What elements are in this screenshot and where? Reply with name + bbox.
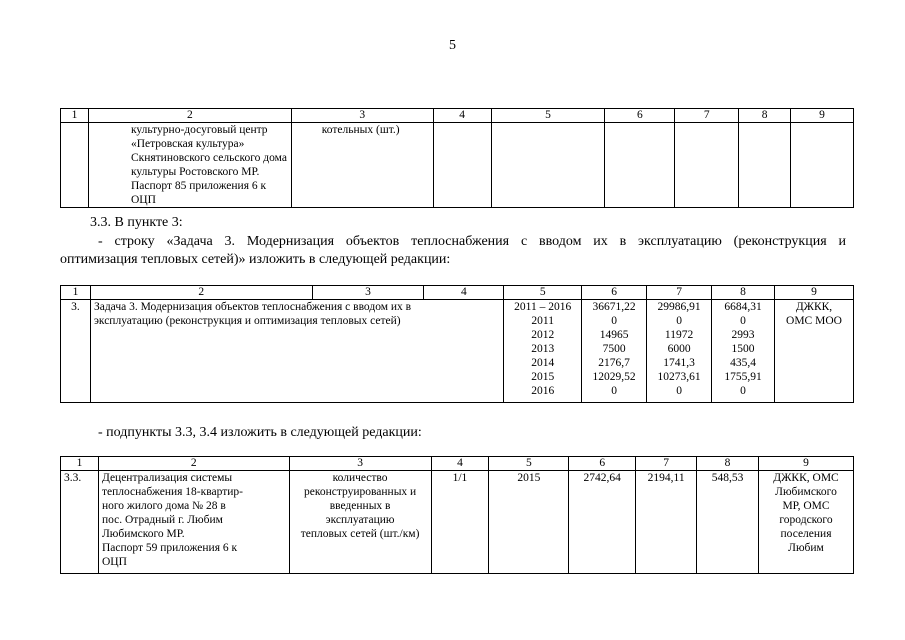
header-cell: 5 [504,286,582,300]
funding-col7-cell [647,300,712,403]
responsible-line: ДЖКК, ОМС [773,472,839,484]
table-row [61,471,854,574]
funding-value: 2176,7 [598,357,630,369]
paragraph-3-3: 3.3. В пункте 3: [90,215,183,230]
row-number-cell: 3.3. [61,471,99,574]
indicator-value-cell: 1/1 [431,471,489,574]
header-cell: 7 [636,457,697,471]
indicator-line: эксплуатацию [325,514,395,526]
year-value: 2012 [531,329,555,341]
header-cell: 9 [759,457,854,471]
header-cell: 4 [433,109,491,123]
header-cell: 2 [88,109,291,123]
object-name-line: Паспорт 85 приложения 6 к ОЦП [130,180,267,206]
object-name-cell [88,123,291,208]
funding-value: 0 [611,315,617,327]
funding-value: 0 [676,315,682,327]
funding-value: 7500 [602,343,626,355]
measure-name-cell [98,471,289,574]
responsible-line: Любим [788,542,824,554]
funding-col7-cell: 2194,11 [636,471,697,574]
funding-value: 29986,91 [657,301,701,313]
funding-value: 10273,61 [657,371,701,383]
object-name-line: культурно-досуговый центр [130,124,268,136]
funding-value: 0 [676,385,682,397]
year-cell: 2015 [489,471,569,574]
funding-value: 6684,31 [724,301,762,313]
year-value: 2013 [531,343,555,355]
header-cell: 1 [61,457,99,471]
header-cell: 2 [90,286,312,300]
table-row [61,123,854,208]
header-cell: 3 [289,457,431,471]
indicator-cell [289,471,431,574]
funding-col8-cell: 548,53 [697,471,759,574]
empty-cell [791,123,854,208]
table-3 [60,456,854,574]
header-cell: 7 [675,109,739,123]
year-value: 2011 – 2016 [514,301,572,313]
funding-value: 1500 [731,343,755,355]
year-value: 2016 [531,385,555,397]
indicator-line: тепловых сетей (шт./км) [300,528,420,540]
funding-value: 0 [611,385,617,397]
funding-value: 2993 [731,329,755,341]
header-cell: 3 [291,109,433,123]
header-cell: 4 [424,286,504,300]
task-cell [90,300,503,403]
responsible-cell [759,471,854,574]
task-line: эксплуатацию (реконструкция и оптимизация тепловых сетей) [93,315,401,327]
header-cell: 6 [582,286,647,300]
row-number-cell: 3. [61,300,91,403]
year-value: 2014 [531,357,555,369]
header-cell: 5 [489,457,569,471]
header-cell: 9 [775,286,854,300]
empty-cell [491,123,605,208]
responsible-line: ДЖКК, [795,301,833,313]
header-cell: 6 [605,109,675,123]
table-2 [60,285,854,403]
measure-line: Паспорт 59 приложения 6 к [101,542,238,554]
total-funding-cell: 2742,64 [569,471,636,574]
object-name-line: Скнятиновского сельского дома [130,152,287,164]
responsible-line: поселения [780,528,832,540]
funding-value: 1741,3 [663,357,695,369]
funding-value: 435,4 [730,357,756,369]
indicator-cell: котельных (шт.) [291,123,433,208]
empty-cell [675,123,739,208]
header-cell: 9 [791,109,854,123]
measure-line: пос. Отрадный г. Любим [101,514,223,526]
responsible-line: ОМС МОО [786,315,842,327]
table-header-row [61,109,854,123]
responsible-line: Любимского [775,486,837,498]
measure-line: ного жилого дома № 28 в [101,500,226,512]
funding-value: 0 [740,315,746,327]
responsible-line: МР, ОМС [782,500,830,512]
funding-value: 36671,22 [592,301,636,313]
indicator-line: реконструированных и [303,486,417,498]
table-row [61,300,854,403]
header-cell: 8 [739,109,791,123]
table-header-row [61,457,854,471]
header-cell: 2 [98,457,289,471]
empty-cell [433,123,491,208]
responsible-cell [775,300,854,403]
object-name-line: культуры Ростовского МР. [130,166,260,178]
task-line: Задача 3. Модернизация объектов теплоснабжения с вводом их в [93,301,412,313]
empty-cell [739,123,791,208]
measure-line: ОЦП [101,556,127,568]
indicator-line: введенных в [329,500,391,512]
funding-value: 11972 [664,329,694,341]
year-value: 2011 [531,315,554,327]
funding-value: 12029,52 [592,371,636,383]
indicator-line: количество [332,472,388,484]
header-cell: 7 [647,286,712,300]
measure-line: Любимского МР. [101,528,185,540]
funding-value: 0 [740,385,746,397]
year-value: 2015 [531,371,555,383]
empty-cell [605,123,675,208]
header-cell: 4 [431,457,489,471]
header-cell: 1 [61,109,89,123]
header-cell: 3 [312,286,424,300]
table-1 [60,108,854,208]
funding-col8-cell [712,300,775,403]
paragraph-subitems: - подпункты 3.3, 3.4 изложить в следующей редакции: [98,425,422,440]
funding-value: 1755,91 [724,371,762,383]
responsible-line: городского [779,514,833,526]
object-name-line: «Петровская культура» [130,138,245,150]
total-funding-cell [582,300,647,403]
paragraph-instruction-line-1: - строку «Задача 3. Модернизация объектов теплоснабжения с вводом их в эксплуатацию (реконструкция и [98,234,846,249]
measure-line: Децентрализация системы [101,472,233,484]
row-number-cell [61,123,89,208]
measure-line: теплоснабжения 18-квартир- [101,486,243,498]
header-cell: 8 [712,286,775,300]
header-cell: 8 [697,457,759,471]
header-cell: 1 [61,286,91,300]
header-cell: 5 [491,109,605,123]
paragraph-instruction-line-2: оптимизация тепловых сетей)» изложить в следующей редакции: [60,252,451,267]
table-header-row [61,286,854,300]
funding-value: 14965 [599,329,629,341]
header-cell: 6 [569,457,636,471]
page-number: 5 [449,38,456,53]
years-cell [504,300,582,403]
funding-value: 6000 [667,343,691,355]
